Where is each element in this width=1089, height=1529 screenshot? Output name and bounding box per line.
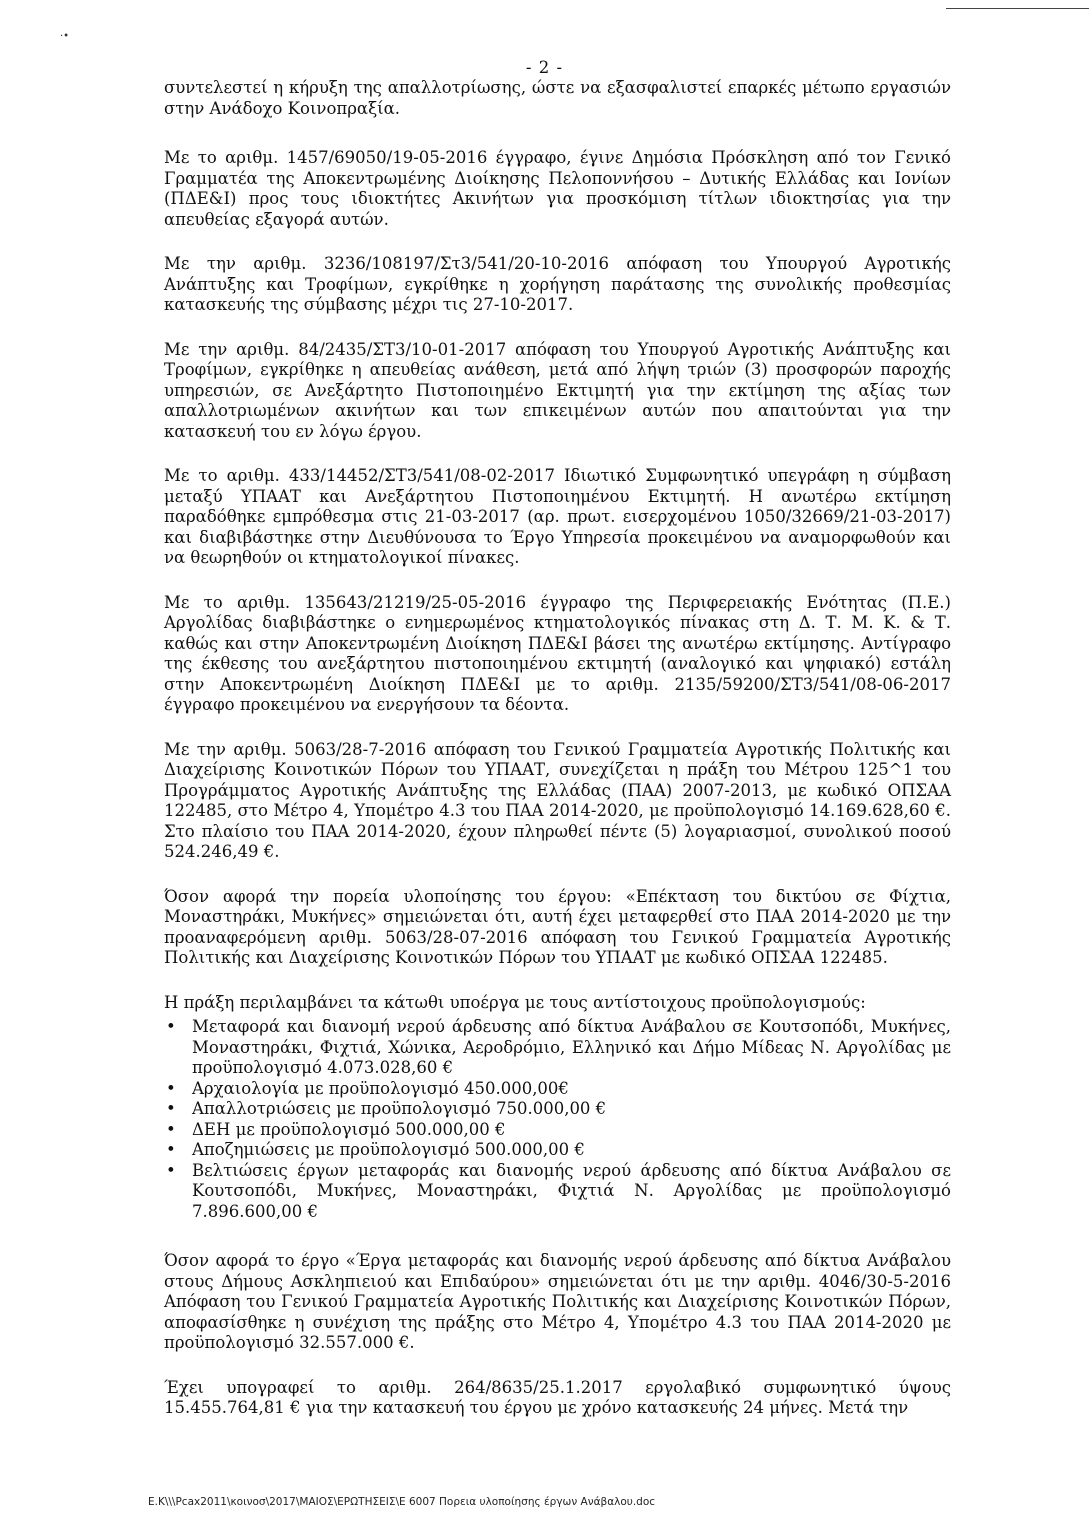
page-number: - 2 - xyxy=(525,58,564,77)
subproject-text: Απαλλοτριώσεις με προϋπολογισμό 750.000,00 € xyxy=(192,1099,607,1118)
subproject-text: Μεταφορά και διανομή νερού άρδευσης από δίκτυα Ανάβαλου σε Κουτσοπόδι, Μυκήνες, Μοναστηράκι, Φιχτιά, Χώνικα, Αεροδρόμιο, Ελληνικό και Δήμο Μίδεας Ν. Αργολίδας με προϋπολογισμό 4.073.028,60 € xyxy=(192,1017,951,1077)
list-item xyxy=(164,1099,951,1120)
subproject-text: ΔΕΗ με προϋπολογισμό 500.000,00 € xyxy=(192,1119,506,1139)
bullet-icon: • xyxy=(166,1160,176,1180)
paragraph-construction-contract: Έχει υπογραφεί το αριθμ. 264/8635/25.1.2017 εργολαβικό συμφωνητικό ύψους 15.455.764,81 € για την κατασκευή του έργου με χρόνο κατασκευής 24 μήνες. Μετά την xyxy=(164,1377,951,1417)
subprojects-intro: Η πράξη περιλαμβάνει τα κάτωθι υποέργα με τους αντίστοιχους προϋπολογισμούς: xyxy=(164,992,866,1012)
bullet-icon: • xyxy=(166,1017,176,1036)
list-item xyxy=(164,1017,951,1079)
paragraph-public-invitation: Με το αριθμ. 1457/69050/19-05-2016 έγγραφο, έγινε Δημόσια Πρόσκληση από τον Γενικό Γραμματέα της Αποκεντρωμένης Διοίκησης Πελοποννήσου – Δυτικής Ελλάδας και Ιονίων (ΠΔΕ&Ι) προς τους ιδιοκτήτες Ακινήτων για προσκόμιση τίτλων ιδιοκτησίας για την απευθείας εξαγορά αυτών. xyxy=(164,148,951,229)
top-edge-rule xyxy=(946,8,1089,9)
paragraph-expropriation-front: συντελεστεί η κήρυξη της απαλλοτρίωσης, ώστε να εξασφαλιστεί επαρκές μέτωπο εργασιών στην Ανάδοχο Κοινοπραξία. xyxy=(164,78,951,118)
paragraph-valuer-contract: Με το αριθμ. 433/14452/ΣΤ3/541/08-02-2017 Ιδιωτικό Συμφωνητικό υπεγράφη η σύμβαση μεταξύ ΥΠΑΑΤ και Ανεξάρτητου Πιστοποιημένου Εκτιμητή. Η ανωτέρω εκτίμηση παραδόθηκε εμπρόθεσμα στις 21-03-2017 (αρ. πρωτ. εισερχομένου 1050/32669/21-03-2017) και διαβιβάστηκε στην Διευθύνουσα το Έργο Υπηρεσία προκειμένου να αναμορφωθούν και να θεωρηθούν οι κτηματολογικοί πίνακες. xyxy=(164,466,951,567)
footer-file-path: E.K\\\Pcax2011\κοινοσ\2017\ΜΑΙΟΣ\ΕΡΩΤΗΣΕΙΣ\Ε 6007 Πορεια υλοποίησης έργων Ανάβαλου.doc xyxy=(148,1496,656,1508)
subproject-text: Βελτιώσεις έργων μεταφοράς και διανομής νερού άρδευσης από δίκτυα Ανάβαλου σε Κουτσοπόδι, Μυκήνες, Μοναστηράκι, Φιχτιά Ν. Αργολίδας με προϋπολογισμό 7.896.600,00 € xyxy=(192,1160,951,1221)
list-item xyxy=(164,1120,951,1141)
bullet-icon: • xyxy=(166,1078,176,1098)
paragraph-cadastral-table: Με το αριθμ. 135643/21219/25-05-2016 έγγραφο της Περιφερειακής Ενότητας (Π.Ε.) Αργολίδας διαβιβάστηκε ο ενημερωμένος κτηματολογικός πίνακας στη Δ. Τ. Μ. Κ. & Τ. καθώς και στην Αποκεντρωμένη Διοίκηση ΠΔΕ&Ι βάσει της ανωτέρω εκτίμησης. Αντίγραφο της έκθεσης του ανεξάρτητου πιστοποιημένου εκτιμητή (αναλογικό και ψηφιακό) εστάλη στην Αποκεντρωμένη Διοίκηση ΠΔΕ&Ι με το αριθμ. 2135/59200/ΣΤ3/541/08-06-2017 έγγραφο προκειμένου να ενεργήσουν τα δέοντα. xyxy=(164,592,951,714)
list-item xyxy=(164,1161,951,1223)
paragraph-irrigation-works: Όσον αφορά το έργο «Έργα μεταφοράς και διανομής νερού άρδευσης από δίκτυα Ανάβαλου στους Δήμους Ασκληπιειού και Επιδαύρου» σημειώνεται ότι με την αριθμ. 4046/30-5-2016 Απόφαση του Γενικού Γραμματεία Αγροτικής Πολιτικής και Διαχείρισης Κοινοτικών Πόρων, αποφασίσθηκε η συνέχιση της πράξης στο Μέτρο 4, Υπομέτρο 4.3 του ΠΑΑ 2014-2020 με προϋπολογισμό 32.557.000 €. xyxy=(164,1251,951,1352)
subprojects-list xyxy=(164,1017,951,1222)
subproject-text: Αποζημιώσεις με προϋπολογισμό 500.000,00 € xyxy=(192,1140,585,1159)
list-item xyxy=(164,1079,951,1100)
bullet-icon: • xyxy=(166,1140,176,1159)
bullet-icon: • xyxy=(166,1099,176,1118)
paragraph-network-extension: Όσον αφορά την πορεία υλοποίησης του έργου: «Επέκταση του δικτύου σε Φίχτια, Μοναστηράκι, Μυκήνες» σημειώνεται ότι, αυτή έχει μεταφερθεί στο ΠΑΑ 2014-2020 με την προαναφερόμενη αριθμ. 5063/28-07-2016 απόφαση του Γενικού Γραμματεία Αγροτικής Πολιτικής και Διαχείρισης Κοινοτικών Πόρων του ΥΠΑΑΤ με κωδικό ΟΠΣΑΑ 122485. xyxy=(164,886,951,967)
document-body xyxy=(164,78,951,1443)
scan-artifact-mark: ·• xyxy=(60,31,70,42)
paragraph-valuer-award: Με την αριθμ. 84/2435/ΣΤ3/10-01-2017 απόφαση του Υπουργού Αγροτικής Ανάπτυξης και Τροφίμων, εγκρίθηκε η απευθείας ανάθεση, μετά από λήψη τριών (3) προσφορών παροχής υπηρεσιών, σε Ανεξάρτητο Πιστοποιημένο Εκτιμητή για την εκτίμηση της αξίας των απαλλοτριωμένων ακινήτων και των επικειμένων αυτών που απαιτούνται για την κατασκευή του εν λόγω έργου. xyxy=(164,339,951,441)
paragraph-deadline-extension: Με την αριθμ. 3236/108197/Στ3/541/20-10-2016 απόφαση του Υπουργού Αγροτικής Ανάπτυξης και Τροφίμων, εγκρίθηκε η χορήγηση παράτασης της συνολικής προθεσμίας κατασκευής της σύμβασης μέχρι τις 27-10-2017. xyxy=(164,254,951,314)
subproject-text: Αρχαιολογία με προϋπολογισμό 450.000,00€ xyxy=(192,1078,569,1098)
list-item xyxy=(164,1140,951,1161)
bullet-icon: • xyxy=(166,1119,176,1139)
paragraph-measure-continuation: Με την αριθμ. 5063/28-7-2016 απόφαση του Γενικού Γραμματεία Αγροτικής Πολιτικής και Διαχείρισης Κοινοτικών Πόρων του ΥΠΑΑΤ, συνεχίζεται η πράξη του Μέτρου 125^1 του Προγράμματος Αγροτικής Ανάπτυξης της Ελλάδας (ΠΑΑ) 2007-2013, με κωδικό ΟΠΣΑΑ 122485, στο Μέτρο 4, Υπομέτρο 4.3 του ΠΑΑ 2014-2020, με προϋπολογισμό 14.169.628,60 €. Στο πλαίσιο του ΠΑΑ 2014-2020, έχουν πληρωθεί πέντε (5) λογαριασμοί, συνολικού ποσού 524.246,49 €. xyxy=(164,739,951,861)
